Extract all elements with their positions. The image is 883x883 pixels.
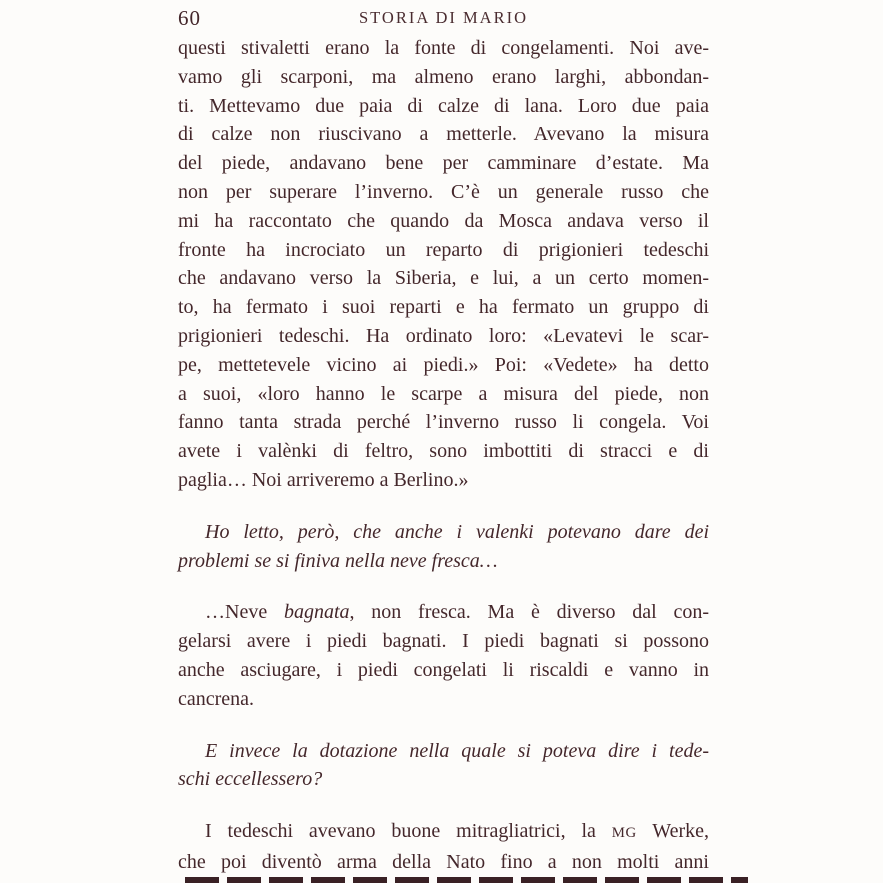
text-segment: , non fresca. Ma è diverso dal con- [349,601,709,624]
text-segment: ti. Mettevamo due paia di calze di lana. Loro due paia [178,94,709,117]
text-segment: paglia… Noi arriveremo a Berlino.» [178,468,469,491]
paragraph [178,737,709,795]
text-segment: to, ha fermato i suoi reparti e ha fermato un gruppo di [178,296,709,319]
text-line [178,518,709,547]
text-line [178,236,709,265]
text-segment: I tedeschi avevano buone mitragliatrici, la [205,820,612,843]
text-segment: avete i valènki di feltro, sono imbottiti di stracci e di [178,440,709,463]
text-line [178,848,709,877]
running-header-title: STORIA DI MARIO [358,8,529,27]
text-segment: prigionieri tedeschi. Ha ordinato loro: «Levatevi le scar- [178,324,709,347]
text-line [178,737,709,766]
text-line [178,351,709,380]
paragraph [178,598,709,713]
text-segment: pe, mettetevele vicino ai piedi.» Poi: «Vedete» ha detto [178,353,709,376]
text-line [178,63,709,92]
text-segment: problemi se si finiva nella neve fresca… [178,549,498,572]
text-segment: che poi diventò arma della Nato fino a non molti anni [178,850,709,873]
text-line [178,149,709,178]
text-line [178,178,709,207]
text-line [178,685,709,714]
text-segment: a suoi, «loro hanno le scarpe a misura del piede, non [178,382,709,405]
text-line [178,293,709,322]
text-segment: Ho letto, però, che anche i valenki potevano dare dei [205,520,709,543]
text-segment: Werke, [636,820,709,843]
text-line [178,598,709,627]
paragraph [178,817,709,877]
text-segment: vamo gli scarponi, ma almeno erano larghi, abbondan- [178,65,709,88]
text-segment: E invece la dotazione nella quale si poteva dire i tede- [205,739,709,762]
text-segment: fanno tanta strada perché l’inverno russo li congela. Voi [178,411,709,434]
text-segment: non per superare l’inverno. C’è un generale russo che [178,180,709,203]
text-line [178,547,709,576]
text-line [178,380,709,409]
text-line [178,765,709,794]
text-segment: mi ha raccontato che quando da Mosca andava verso il [178,209,709,232]
text-segment: gelarsi avere i piedi bagnati. I piedi bagnati si possono [178,630,709,653]
text-line [178,120,709,149]
text-segment: del piede, andavano bene per camminare d’estate. Ma [178,152,709,175]
text-line [178,92,709,121]
text-line [178,207,709,236]
text-line [178,817,709,848]
page-number: 60 [178,6,201,30]
text-line [178,264,709,293]
text-segment: di calze non riuscivano a metterle. Avevano la misura [178,123,709,146]
smallcaps-text: MG [611,825,637,842]
text-segment: anche asciugare, i piedi congelati li riscaldi e vanno in [178,658,709,681]
text-line [178,627,709,656]
text-segment: questi stivaletti erano la fonte di congelamenti. Noi ave- [178,37,709,59]
text-line [178,437,709,466]
text-line [178,34,709,63]
text-line [178,322,709,351]
running-header [178,6,709,30]
text-line [178,466,709,495]
next-line-cutoff-strip [185,877,748,883]
text-segment: cancrena. [178,687,255,710]
paragraph [178,34,709,495]
text-segment: …Neve [205,601,284,624]
paragraph [178,518,709,576]
italic-text: bagnata [283,601,350,624]
text-line [178,656,709,685]
text-segment: che andavano verso la Siberia, e lui, a un certo momen- [178,267,709,290]
text-segment: fronte ha incrociato un reparto di prigionieri tedeschi [178,238,709,261]
text-body [178,34,709,877]
text-segment: schi eccellessero? [178,768,323,791]
text-line [178,408,709,437]
